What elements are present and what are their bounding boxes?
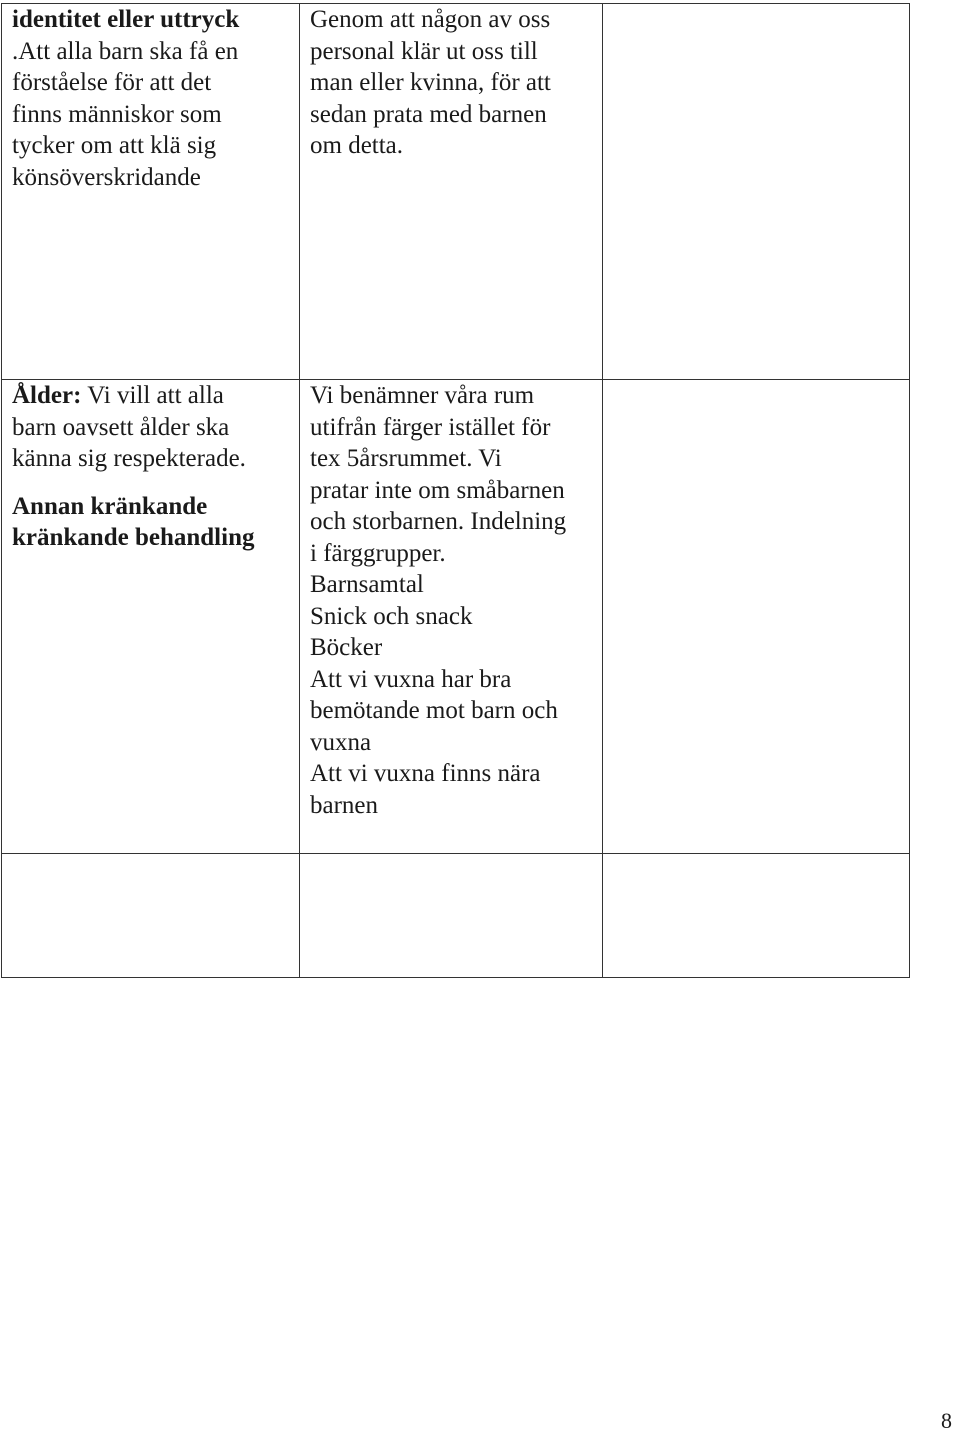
cell-line: .Att alla barn ska få en (12, 37, 239, 65)
plan-table (1, 3, 910, 978)
cell-line: Att vi vuxna har bra (310, 665, 512, 693)
cell-line: sedan prata med barnen (310, 100, 547, 128)
table-cell-identity-goal (2, 4, 300, 380)
page-number: 8 (941, 1408, 952, 1433)
cell-line: Att vi vuxna finns nära (310, 760, 541, 787)
cell-line: man eller kvinna, för att (310, 69, 551, 96)
cell-line: Barnsamtal (310, 571, 424, 598)
cell-line: Genom att någon av oss (310, 6, 551, 33)
cell-line: personal klär ut oss till (310, 37, 538, 65)
cell-line: finns människor som (12, 100, 222, 128)
table-cell-age-action (300, 380, 603, 854)
cell-line: om detta. (310, 132, 404, 159)
cell-line: barnen (310, 791, 379, 819)
table-cell-empty (603, 380, 910, 854)
section-heading: kränkande behandling (12, 524, 255, 551)
cell-line: pratar inte om småbarnen (310, 476, 565, 504)
table-cell-identity-action (300, 4, 603, 380)
cell-line: förståelse för att det (12, 69, 212, 96)
cell-line: känna sig respekterade. (12, 445, 246, 472)
cell-line (12, 380, 299, 412)
cell-line: tycker om att klä sig (12, 132, 217, 159)
table-cell-empty (603, 4, 910, 380)
age-heading-rest: Vi vill att alla (81, 382, 224, 409)
cell-line: i färggrupper. (310, 539, 446, 567)
cell-line: vuxna (310, 728, 372, 756)
cell-line: och storbarnen. Indelning (310, 508, 567, 535)
cell-line: bemötande mot barn och (310, 697, 558, 724)
cell-line: Böcker (310, 634, 383, 661)
table-cell-empty (603, 854, 910, 978)
table-cell-empty (300, 854, 603, 978)
spacer (12, 475, 299, 491)
section-heading: Annan kränkande (12, 492, 208, 520)
cell-line: barn oavsett ålder ska (12, 413, 230, 441)
table-row (2, 4, 910, 380)
cell-line: Vi benämner våra rum (310, 382, 535, 409)
table-row (2, 854, 910, 978)
table-cell-age-goal (2, 380, 300, 854)
table-cell-empty (2, 854, 300, 978)
cell-line: identitet eller uttryck (12, 6, 240, 33)
cell-line: Snick och snack (310, 602, 473, 630)
age-heading: Ålder: (12, 382, 82, 409)
cell-line: tex 5årsrummet. Vi (310, 445, 502, 472)
table-row (2, 380, 910, 854)
cell-line: utifrån färger istället för (310, 413, 551, 441)
cell-line: könsöverskridande (12, 163, 201, 191)
